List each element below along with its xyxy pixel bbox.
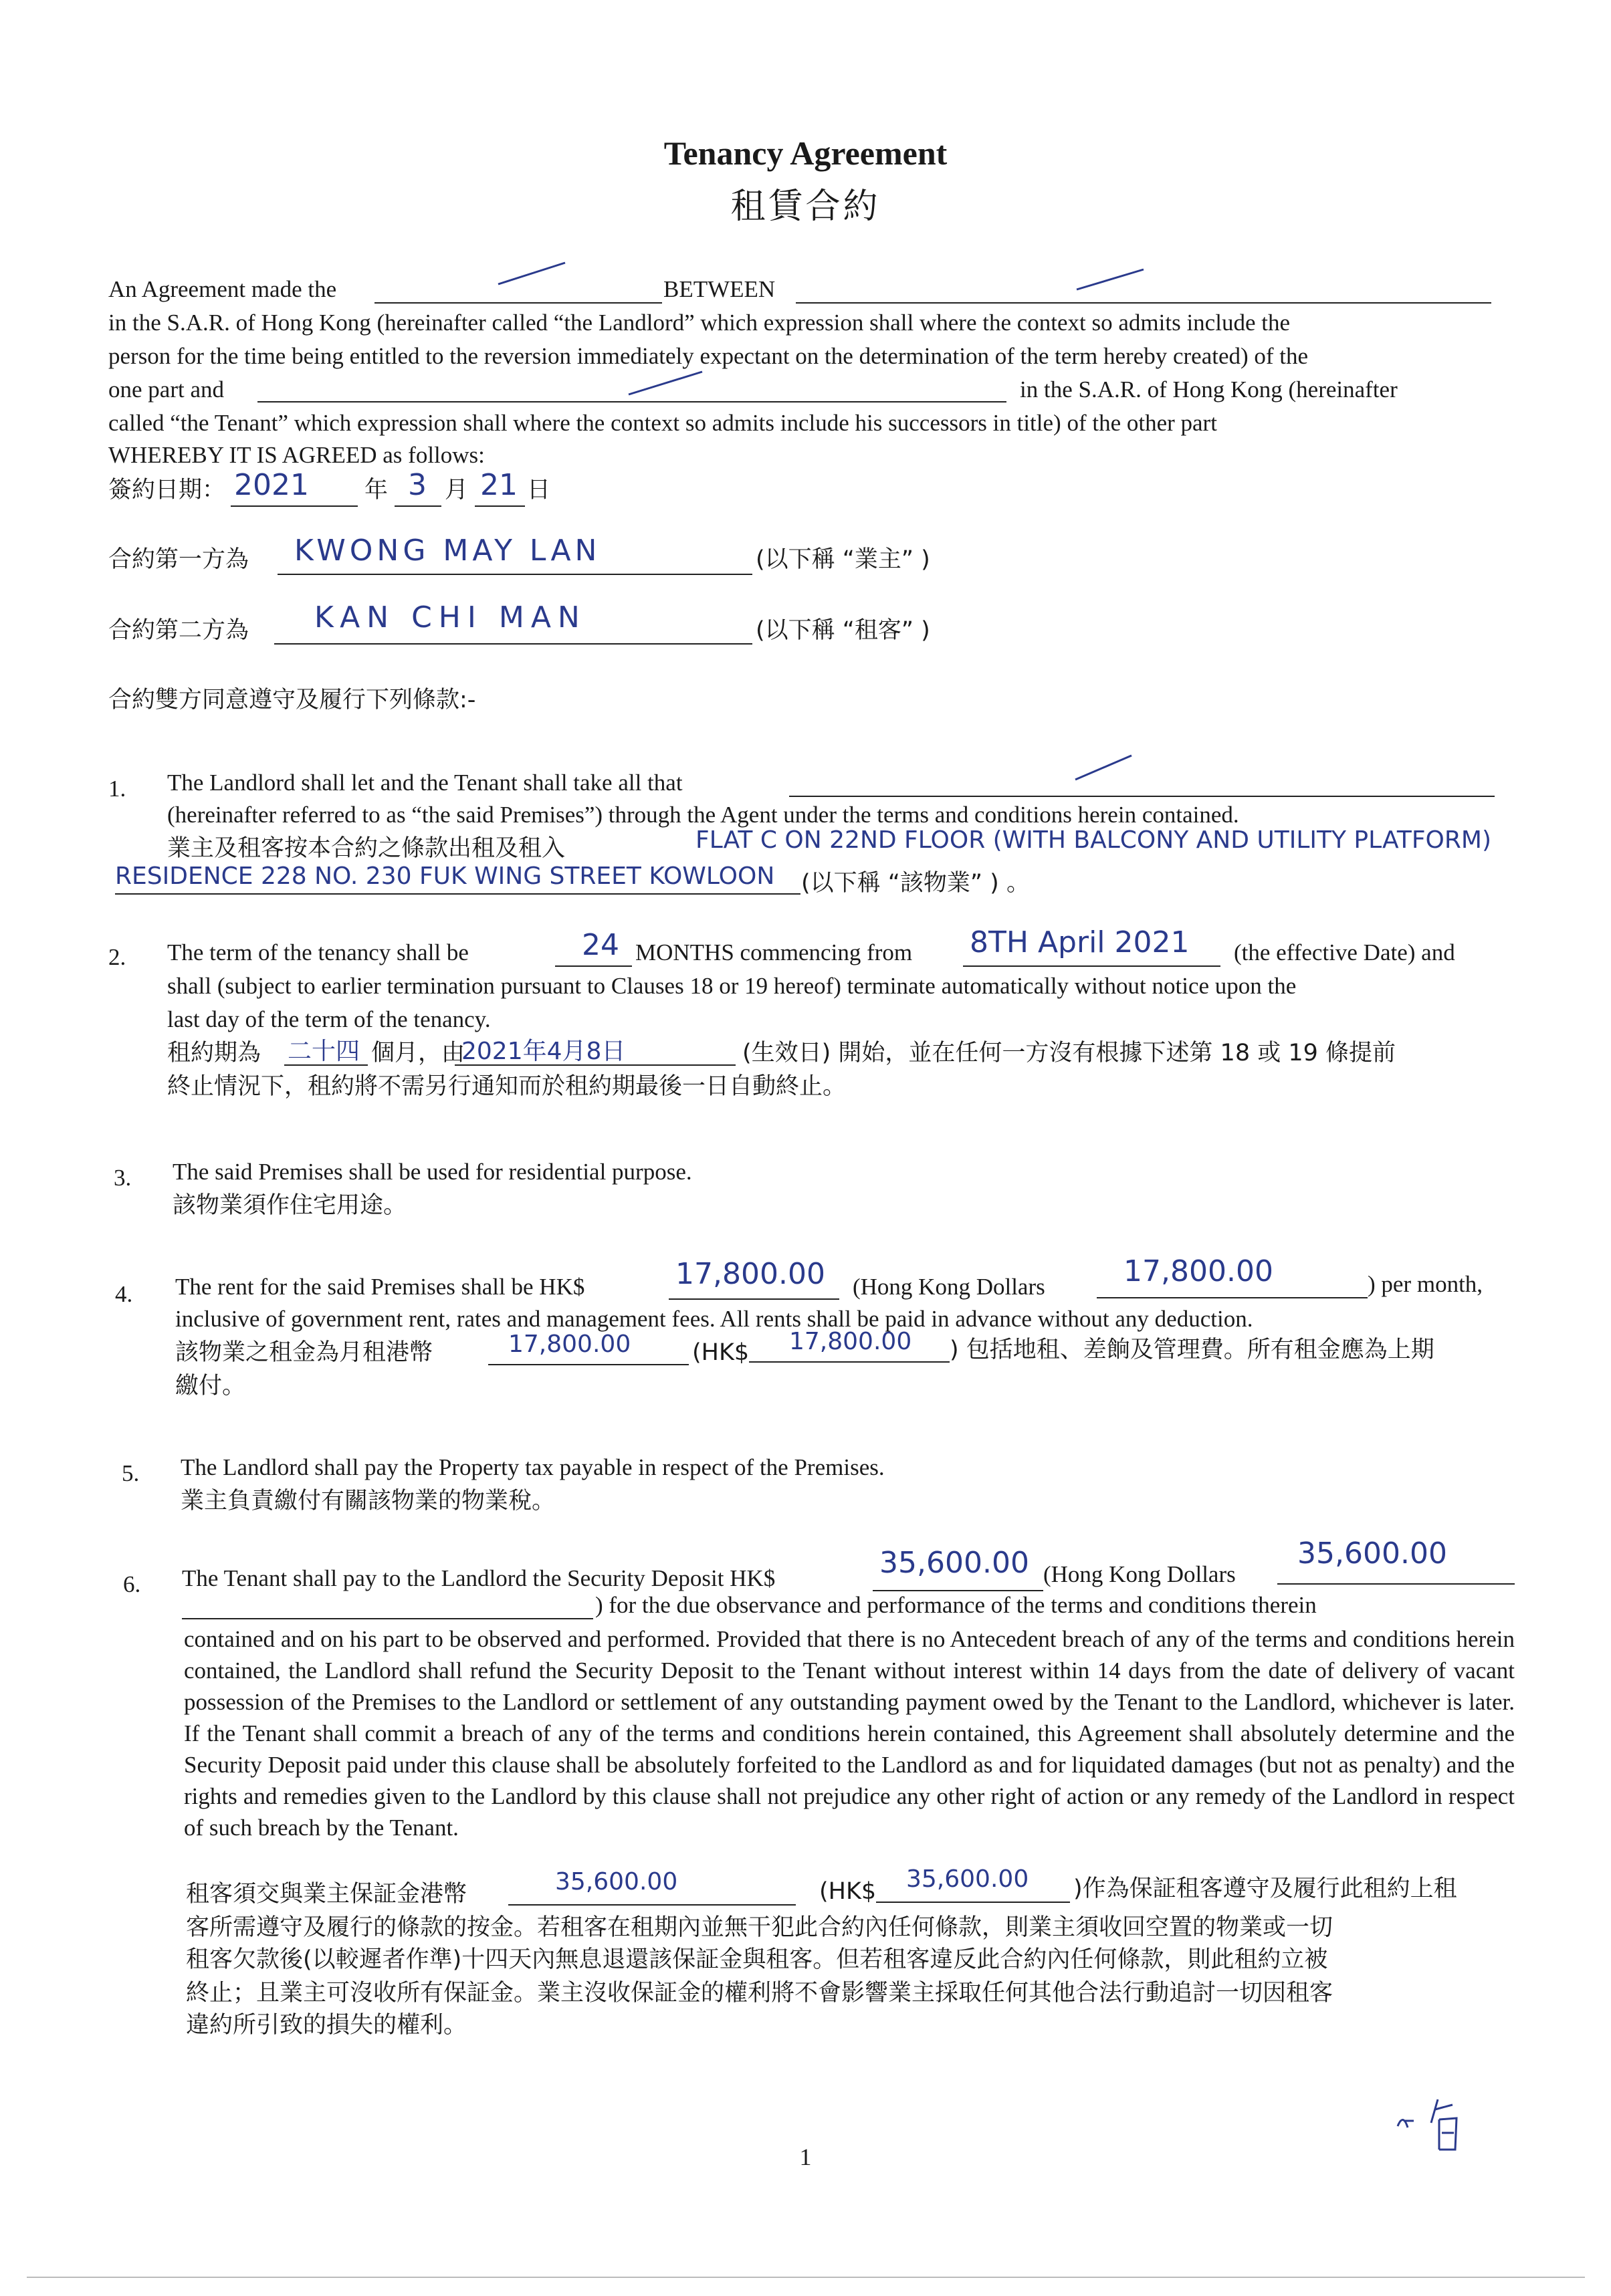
page-number: 1 xyxy=(799,2144,812,2170)
clause-3-number: 3. xyxy=(114,1165,132,1191)
clause-6-deposit-hand: 35,600.00 xyxy=(879,1546,1029,1580)
strike-mark xyxy=(1070,264,1150,294)
clause-2-number: 2. xyxy=(108,944,126,970)
clause-1-en1: The Landlord shall let and the Tenant shall take all that xyxy=(167,770,683,796)
underline xyxy=(555,965,632,967)
preamble-line4a: one part and xyxy=(108,376,224,403)
clause-6-body: contained and on his part to be observed and performed. Provided that there is no Antecedent breach of any of the terms and conditions herein contained, the Landlord shall refund the Security Deposit to the Tenant without interest within 14 days from the date of delivery of vacant possession of the Premises to the Landlord or settlement of any outstanding payment owed by the Tenant to the Landlord, whichever is later. If the Tenant shall commit a breach of any of the terms and conditions herein contained, this Agreement shall absolutely determine and the Security Deposit paid under this clause shall be absolutely forfeited to the Landlord as and for liquidated damages (but not as penalty) and the rights and remedies given to the Landlord by this clause shall not prejudice any other right of action or any remedy of the Landlord in respect of such breach by the Tenant. xyxy=(184,1626,1515,1841)
clause-2-zh2: 終止情況下，租約將不需另行通知而於租約期最後一日自動終止。 xyxy=(167,1073,847,1100)
agree-zh: 合約雙方同意遵守及履行下列條款:- xyxy=(108,687,476,713)
day-unit: 日 xyxy=(527,477,551,503)
strike-mark xyxy=(492,257,572,291)
clause-2-date-hand: 8TH April 2021 xyxy=(970,925,1190,959)
clause-6-zh1c: )作為保証租客遵守及履行此租約上租 xyxy=(1073,1875,1457,1902)
preamble-line5: called “the Tenant” which expression shall where the context so admits include his successors in title) of the other part xyxy=(108,410,1217,436)
party2-name: KAN CHI MAN xyxy=(314,600,586,635)
strike-mark xyxy=(1070,749,1137,786)
landlord-blank xyxy=(796,302,1491,304)
clause-4-zh-rent-hand: 17,800.00 xyxy=(508,1331,631,1358)
clause-6-zh1b: (HK$ xyxy=(819,1878,877,1905)
underline xyxy=(963,965,1220,967)
page-edge-line xyxy=(27,2277,1585,2278)
party2-suffix: (以下稱 “租客” ) xyxy=(756,617,930,644)
clause-1-premises-hand1: FLAT C ON 22ND FLOOR (WITH BALCONY AND UTILITY PLATFORM) xyxy=(695,826,1491,854)
clause-2-zh-months-hand: 二十四 xyxy=(288,1038,360,1065)
year-unit: 年 xyxy=(364,477,389,503)
underline xyxy=(395,505,441,507)
clause-2-en1b: MONTHS commencing from xyxy=(635,939,913,965)
clause-5-en1: The Landlord shall pay the Property tax payable in respect of the Premises. xyxy=(181,1454,885,1480)
preamble-line4b: in the S.A.R. of Hong Kong (hereinafter xyxy=(1020,376,1398,403)
clause-4-en1b: (Hong Kong Dollars xyxy=(853,1274,1045,1300)
party1-suffix: (以下稱 “業主” ) xyxy=(756,546,930,573)
party1-label: 合約第一方為 xyxy=(108,546,249,573)
clause-6-en2: ) for the due observance and performance of the terms and conditions therein xyxy=(595,1592,1317,1618)
underline xyxy=(115,893,800,895)
underline xyxy=(284,1064,368,1066)
underline xyxy=(182,1618,593,1619)
preamble-line1b: BETWEEN xyxy=(663,276,776,302)
document-title-zh: 租賃合約 xyxy=(730,188,881,226)
tenant-blank xyxy=(257,401,1006,403)
clause-6-en1b: (Hong Kong Dollars xyxy=(1043,1561,1236,1587)
clause-4-en2: inclusive of government rent, rates and management fees. All rents shall be paid in advance without any deduction. xyxy=(175,1306,1253,1332)
preamble-line6: WHEREBY IT IS AGREED as follows: xyxy=(108,442,485,468)
clause-6-zh5: 違約所引致的損失的權利。 xyxy=(186,2012,467,2039)
preamble-line2: in the S.A.R. of Hong Kong (hereinafter called “the Landlord” which expression shall where the context so admits include the xyxy=(108,310,1290,336)
clause-2-en1a: The term of the tenancy shall be xyxy=(167,939,469,965)
clause-6-en1a: The Tenant shall pay to the Landlord the Security Deposit HK$ xyxy=(182,1565,776,1591)
clause-4-rent-words-hand: 17,800.00 xyxy=(1123,1254,1273,1288)
clause-4-zh1b: (HK$ xyxy=(692,1339,750,1366)
clause-1-en2: (hereinafter referred to as “the said Premises”) through the Agent under the terms and conditions herein contained. xyxy=(167,802,1239,828)
clause-5-number: 5. xyxy=(122,1460,140,1486)
date-blank xyxy=(374,302,662,304)
clause-4-zh1a: 該物業之租金為月租港幣 xyxy=(175,1339,433,1366)
sign-date-month: 3 xyxy=(408,468,427,502)
underline xyxy=(274,643,752,645)
clause-2-en3: last day of the term of the tenancy. xyxy=(167,1006,491,1032)
sign-date-day: 21 xyxy=(480,468,518,502)
underline xyxy=(1277,1583,1515,1585)
clause-4-number: 4. xyxy=(115,1281,133,1307)
clause-4-zh2: 繳付。 xyxy=(175,1373,246,1399)
clause-4-en1c: ) per month, xyxy=(1368,1271,1483,1297)
clause-6-zh3: 租客欠款後(以較遲者作準)十四天內無息退還該保証金與租客。但若租客違反此合約內任何條款，則此租約立被 xyxy=(186,1946,1328,1973)
clause-3-en1: The said Premises shall be used for residential purpose. xyxy=(173,1159,692,1185)
clause-6-zh4: 終止；且業主可沒收所有保証金。業主沒收保証金的權利將不會影響業主採取任何其他合法行動追討一切因租客 xyxy=(186,1980,1333,2006)
strike-mark xyxy=(622,366,709,400)
underline xyxy=(669,1298,839,1300)
clause-6-zh1a: 租客須交與業主保証金港幣 xyxy=(186,1881,467,1908)
underline xyxy=(455,1064,736,1066)
underline xyxy=(1097,1297,1368,1298)
clause-1-zh2: (以下稱 “該物業” ) 。 xyxy=(801,870,1030,897)
sign-date-year: 2021 xyxy=(234,468,309,502)
underline xyxy=(876,1902,1070,1903)
underline xyxy=(475,505,525,507)
clause-2-zh1c: (生效日) 開始，並在任何一方沒有根據下述第 18 或 19 條提前 xyxy=(742,1040,1396,1066)
underline xyxy=(789,796,1495,797)
clause-1-premises-hand2: RESIDENCE 228 NO. 230 FUK WING STREET KOWLOON xyxy=(115,863,775,890)
clause-1-number: 1. xyxy=(108,776,126,802)
underline xyxy=(508,1904,796,1906)
clause-6-deposit-words-hand: 35,600.00 xyxy=(1297,1536,1447,1571)
clause-3-zh1: 該物業須作住宅用途。 xyxy=(173,1192,407,1219)
party2-label: 合約第二方為 xyxy=(108,617,249,644)
clause-4-en1a: The rent for the said Premises shall be HK$ xyxy=(175,1274,585,1300)
sign-date-label: 簽約日期： xyxy=(108,477,226,503)
clause-5-zh1: 業主負責繳付有關該物業的物業稅。 xyxy=(181,1488,556,1514)
clause-4-zh-rent2-hand: 17,800.00 xyxy=(789,1328,912,1355)
clause-6-zh-deposit-hand: 35,600.00 xyxy=(555,1868,678,1896)
preamble-line3: person for the time being entitled to the reversion immediately expectant on the determination of the term hereby created) of the xyxy=(108,343,1309,369)
month-unit: 月 xyxy=(445,477,469,503)
clause-2-en1c: (the effective Date) and xyxy=(1234,939,1455,965)
clause-6-number: 6. xyxy=(123,1571,141,1597)
clause-2-en2: shall (subject to earlier termination pursuant to Clauses 18 or 19 hereof) terminate automatically without notice upon the xyxy=(167,973,1297,999)
underline xyxy=(488,1364,689,1365)
clause-2-zh-date-hand: 2021年4月8日 xyxy=(461,1038,626,1065)
clause-4-zh1c: ) 包括地租、差餉及管理費。所有租金應為上期 xyxy=(950,1337,1434,1363)
clause-2-zh1b: 個月，由 xyxy=(371,1040,465,1066)
party1-name: KWONG MAY LAN xyxy=(294,534,601,568)
document-title: Tenancy Agreement xyxy=(663,134,948,172)
clause-6-zh2: 客所需遵守及履行的條款的按金。若租客在租期內並無干犯此合約內任何條款，則業主須收回空置的物業或一切 xyxy=(186,1914,1333,1941)
clause-4-rent-hand: 17,800.00 xyxy=(675,1257,825,1291)
underline xyxy=(278,574,752,575)
underline xyxy=(749,1361,950,1363)
preamble-line1a: An Agreement made the xyxy=(108,276,337,302)
clause-1-zh1: 業主及租客按本合約之條款出租及租入 xyxy=(167,835,566,862)
clause-6-zh-deposit2-hand: 35,600.00 xyxy=(906,1865,1029,1893)
clause-2-months-hand: 24 xyxy=(582,928,619,962)
clause-2-zh1a: 租約期為 xyxy=(167,1040,261,1066)
underline xyxy=(231,505,358,507)
